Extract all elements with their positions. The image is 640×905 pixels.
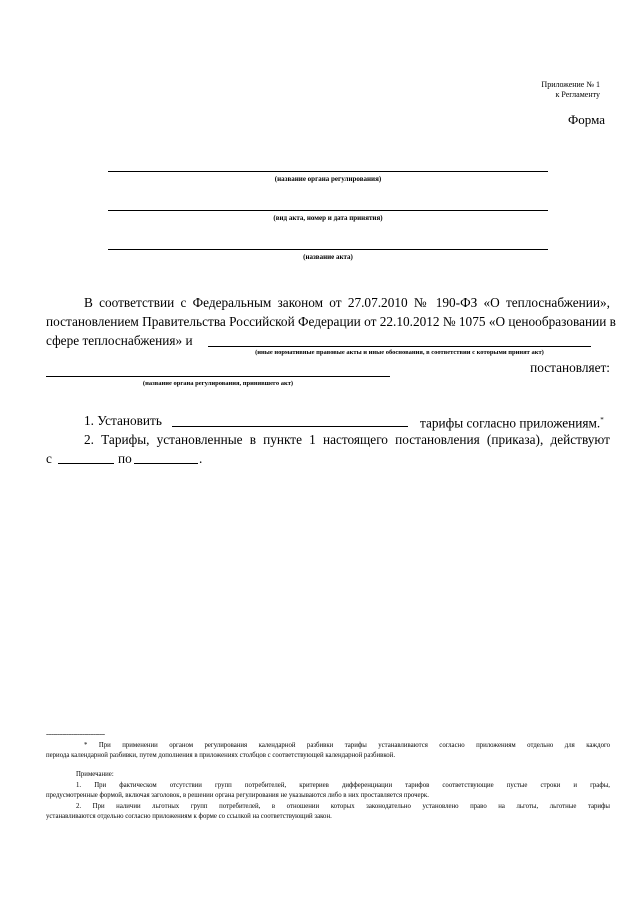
caption-act-name: (название акта)	[303, 253, 353, 261]
act-kind-line	[108, 210, 548, 211]
form-label: Форма	[568, 112, 605, 127]
footnote-star-line-2: периода календарной разбивки, путем дополнения в приложениях столбцов с соответствующей календарной разбивкой.	[46, 752, 396, 759]
preamble-line-1: В соответствии с Федеральным законом от 27.07.2010 № 190-ФЗ «О теплоснабжении»,	[84, 295, 610, 310]
act-name-line	[108, 249, 548, 250]
clause-2-from: с	[46, 451, 52, 466]
clause-1-end-text: тарифы согласно приложениям.	[420, 415, 601, 431]
clause-1-footnote-mark: *	[600, 416, 604, 424]
decrees-text: постановляет:	[530, 360, 610, 375]
caption-other-acts: (иные нормативные правовые акты и иные обоснования, в соответствии с которыми принят акт)	[255, 349, 544, 356]
clause-1-start: 1. Установить	[84, 413, 162, 428]
appendix-line-1: Приложение № 1	[541, 80, 600, 89]
footnote-star-line-1: * При применении органом регулирования календарной разбивки тарифы устанавливаются согласно приложениям отдельно для каждого	[84, 742, 610, 749]
note-2-line-2: устанавливаются отдельно согласно приложениям к форме со ссылкой на соответствующий закон.	[46, 813, 332, 820]
clause-2-to: по	[118, 451, 132, 466]
clause-2-end: .	[199, 451, 203, 466]
caption-body-name: (название органа регулирования)	[274, 175, 382, 183]
body-name-line	[108, 171, 548, 172]
note-2-line-1: 2. При наличии льготных групп потребителей, в отношении которых законодательно установлено право на льготы, льготные тарифы	[76, 803, 610, 810]
preamble-line-3: сфере теплоснабжения» и	[46, 333, 193, 348]
clause-2-line-1: 2. Тарифы, установленные в пункте 1 настоящего постановления (приказа), действуют	[84, 432, 610, 447]
note-1-line-1: 1. При фактическом отсутствии групп потребителей, критериев дифференциации тарифов соответствующие пустые строки и графы,	[76, 782, 610, 789]
issuing-body-line	[46, 376, 390, 377]
caption-issuing-body: (название органа регулирования, принявшего акт)	[142, 380, 294, 387]
footnote-divider: --------------------------------	[46, 730, 105, 738]
appendix-line-2: к Регламенту	[555, 90, 600, 99]
preamble-line-2: постановлением Правительства Российской Федерации от 22.10.2012 № 1075 «О ценообразовании в	[46, 314, 616, 329]
note-1-line-2: предусмотренные формой, включая заголовок, в решении органа регулирования не указываются либо в них проставляется прочерк.	[46, 792, 429, 799]
date-to-line	[134, 463, 198, 464]
other-acts-line	[208, 346, 591, 347]
caption-act-kind: (вид акта, номер и дата принятия)	[273, 214, 383, 222]
note-title: Примечание:	[76, 771, 114, 778]
date-from-line	[58, 463, 114, 464]
tariff-type-line	[172, 426, 408, 427]
